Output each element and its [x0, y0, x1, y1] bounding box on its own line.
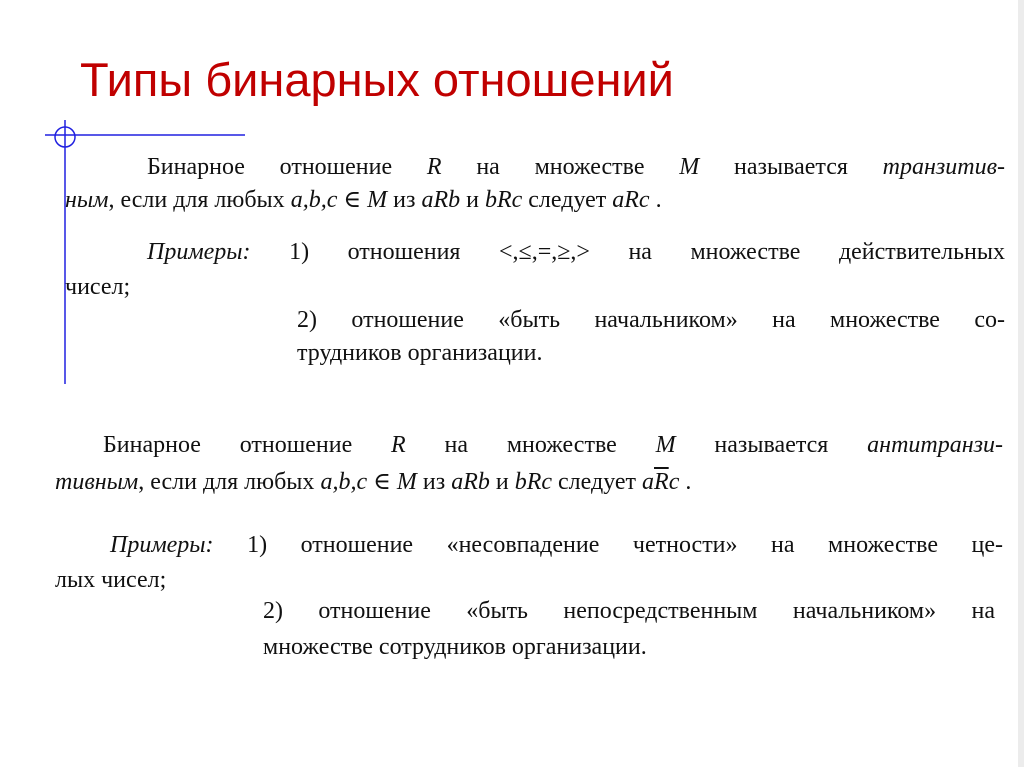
text-segment: лых чисел; [55, 567, 167, 593]
text-segment: Бинарное отношение [103, 432, 392, 458]
math-or-italic-text: Примеры: [110, 532, 214, 558]
math-or-italic-text: антитранзи- [867, 432, 1003, 458]
text-segment: Бинарное отношение [147, 154, 427, 180]
math-or-italic-text: R [391, 432, 406, 458]
text-segment: и [460, 187, 485, 213]
transitive-example-2-line-2 [297, 338, 542, 368]
math-or-italic-text: aRb [451, 469, 490, 495]
text-segment: 1) отношения [250, 239, 499, 265]
math-or-italic-text: a [642, 469, 655, 495]
text-segment: <,≤,=,≥,> [498, 239, 590, 265]
text-segment: , если для любых [108, 187, 291, 213]
math-or-italic-text: Примеры: [147, 239, 251, 265]
math-or-italic-text: транзитив- [882, 154, 1005, 180]
text-segment: 1) отношение «несовпадение четности» на множестве це- [213, 532, 1003, 558]
math-or-italic-text: a,b,c ∈ M [320, 469, 417, 495]
transitive-definition-line-1 [147, 152, 1005, 182]
antitransitive-example-2-line-2 [263, 632, 647, 662]
text-segment: называется [699, 154, 883, 180]
text-segment: и [489, 469, 515, 495]
slide-edge [1018, 0, 1024, 767]
math-or-italic-text: ным [65, 187, 109, 213]
text-segment: 2) отношение «быть непосредственным начальником» на [263, 598, 995, 624]
antitransitive-example-1-line-1 [110, 530, 1003, 560]
text-segment: чисел; [65, 274, 131, 300]
transitive-example-1-line-1 [147, 237, 1005, 267]
text-segment: 2) отношение «быть начальником» на множестве со- [297, 307, 1005, 333]
math-or-italic-text: c [668, 469, 680, 495]
text-segment: на множестве [441, 154, 680, 180]
text-segment: называется [675, 432, 868, 458]
text-segment: множестве сотрудников организации. [263, 634, 647, 660]
text-segment: из [416, 469, 452, 495]
text-segment: трудников организации. [297, 340, 543, 366]
math-or-italic-text: bRc [484, 187, 523, 213]
text-segment: следует [552, 469, 643, 495]
transitive-definition-line-2 [65, 185, 662, 215]
antitransitive-definition-line-1 [103, 430, 1003, 460]
math-or-italic-text: a,b,c ∈ M [290, 187, 388, 213]
antitransitive-definition-line-2 [55, 467, 691, 497]
text-segment: следует [522, 187, 613, 213]
text-segment: , если для любых [138, 469, 321, 495]
math-or-italic-text: bRc [514, 469, 553, 495]
math-or-italic-text: M [679, 154, 700, 180]
text-segment: . [649, 187, 662, 213]
text-segment: . [679, 469, 692, 495]
math-or-italic-text: aRc [612, 187, 650, 213]
math-or-italic-text: тивным [55, 469, 139, 495]
antitransitive-example-2-line-1 [263, 596, 995, 626]
text-segment: из [387, 187, 422, 213]
transitive-example-1-line-2 [65, 272, 130, 302]
text-segment: на множестве [405, 432, 656, 458]
math-or-italic-text: aRb [421, 187, 461, 213]
antitransitive-example-1-line-2 [55, 565, 166, 595]
transitive-example-2-line-1 [297, 305, 1005, 335]
slide-title: Типы бинарных отношений [80, 53, 674, 106]
math-or-italic-text: M [655, 432, 676, 458]
math-or-italic-text: R [426, 154, 442, 180]
math-or-italic-text: $\overline{R}$ [654, 469, 669, 495]
text-segment: на множестве действительных [589, 239, 1005, 265]
